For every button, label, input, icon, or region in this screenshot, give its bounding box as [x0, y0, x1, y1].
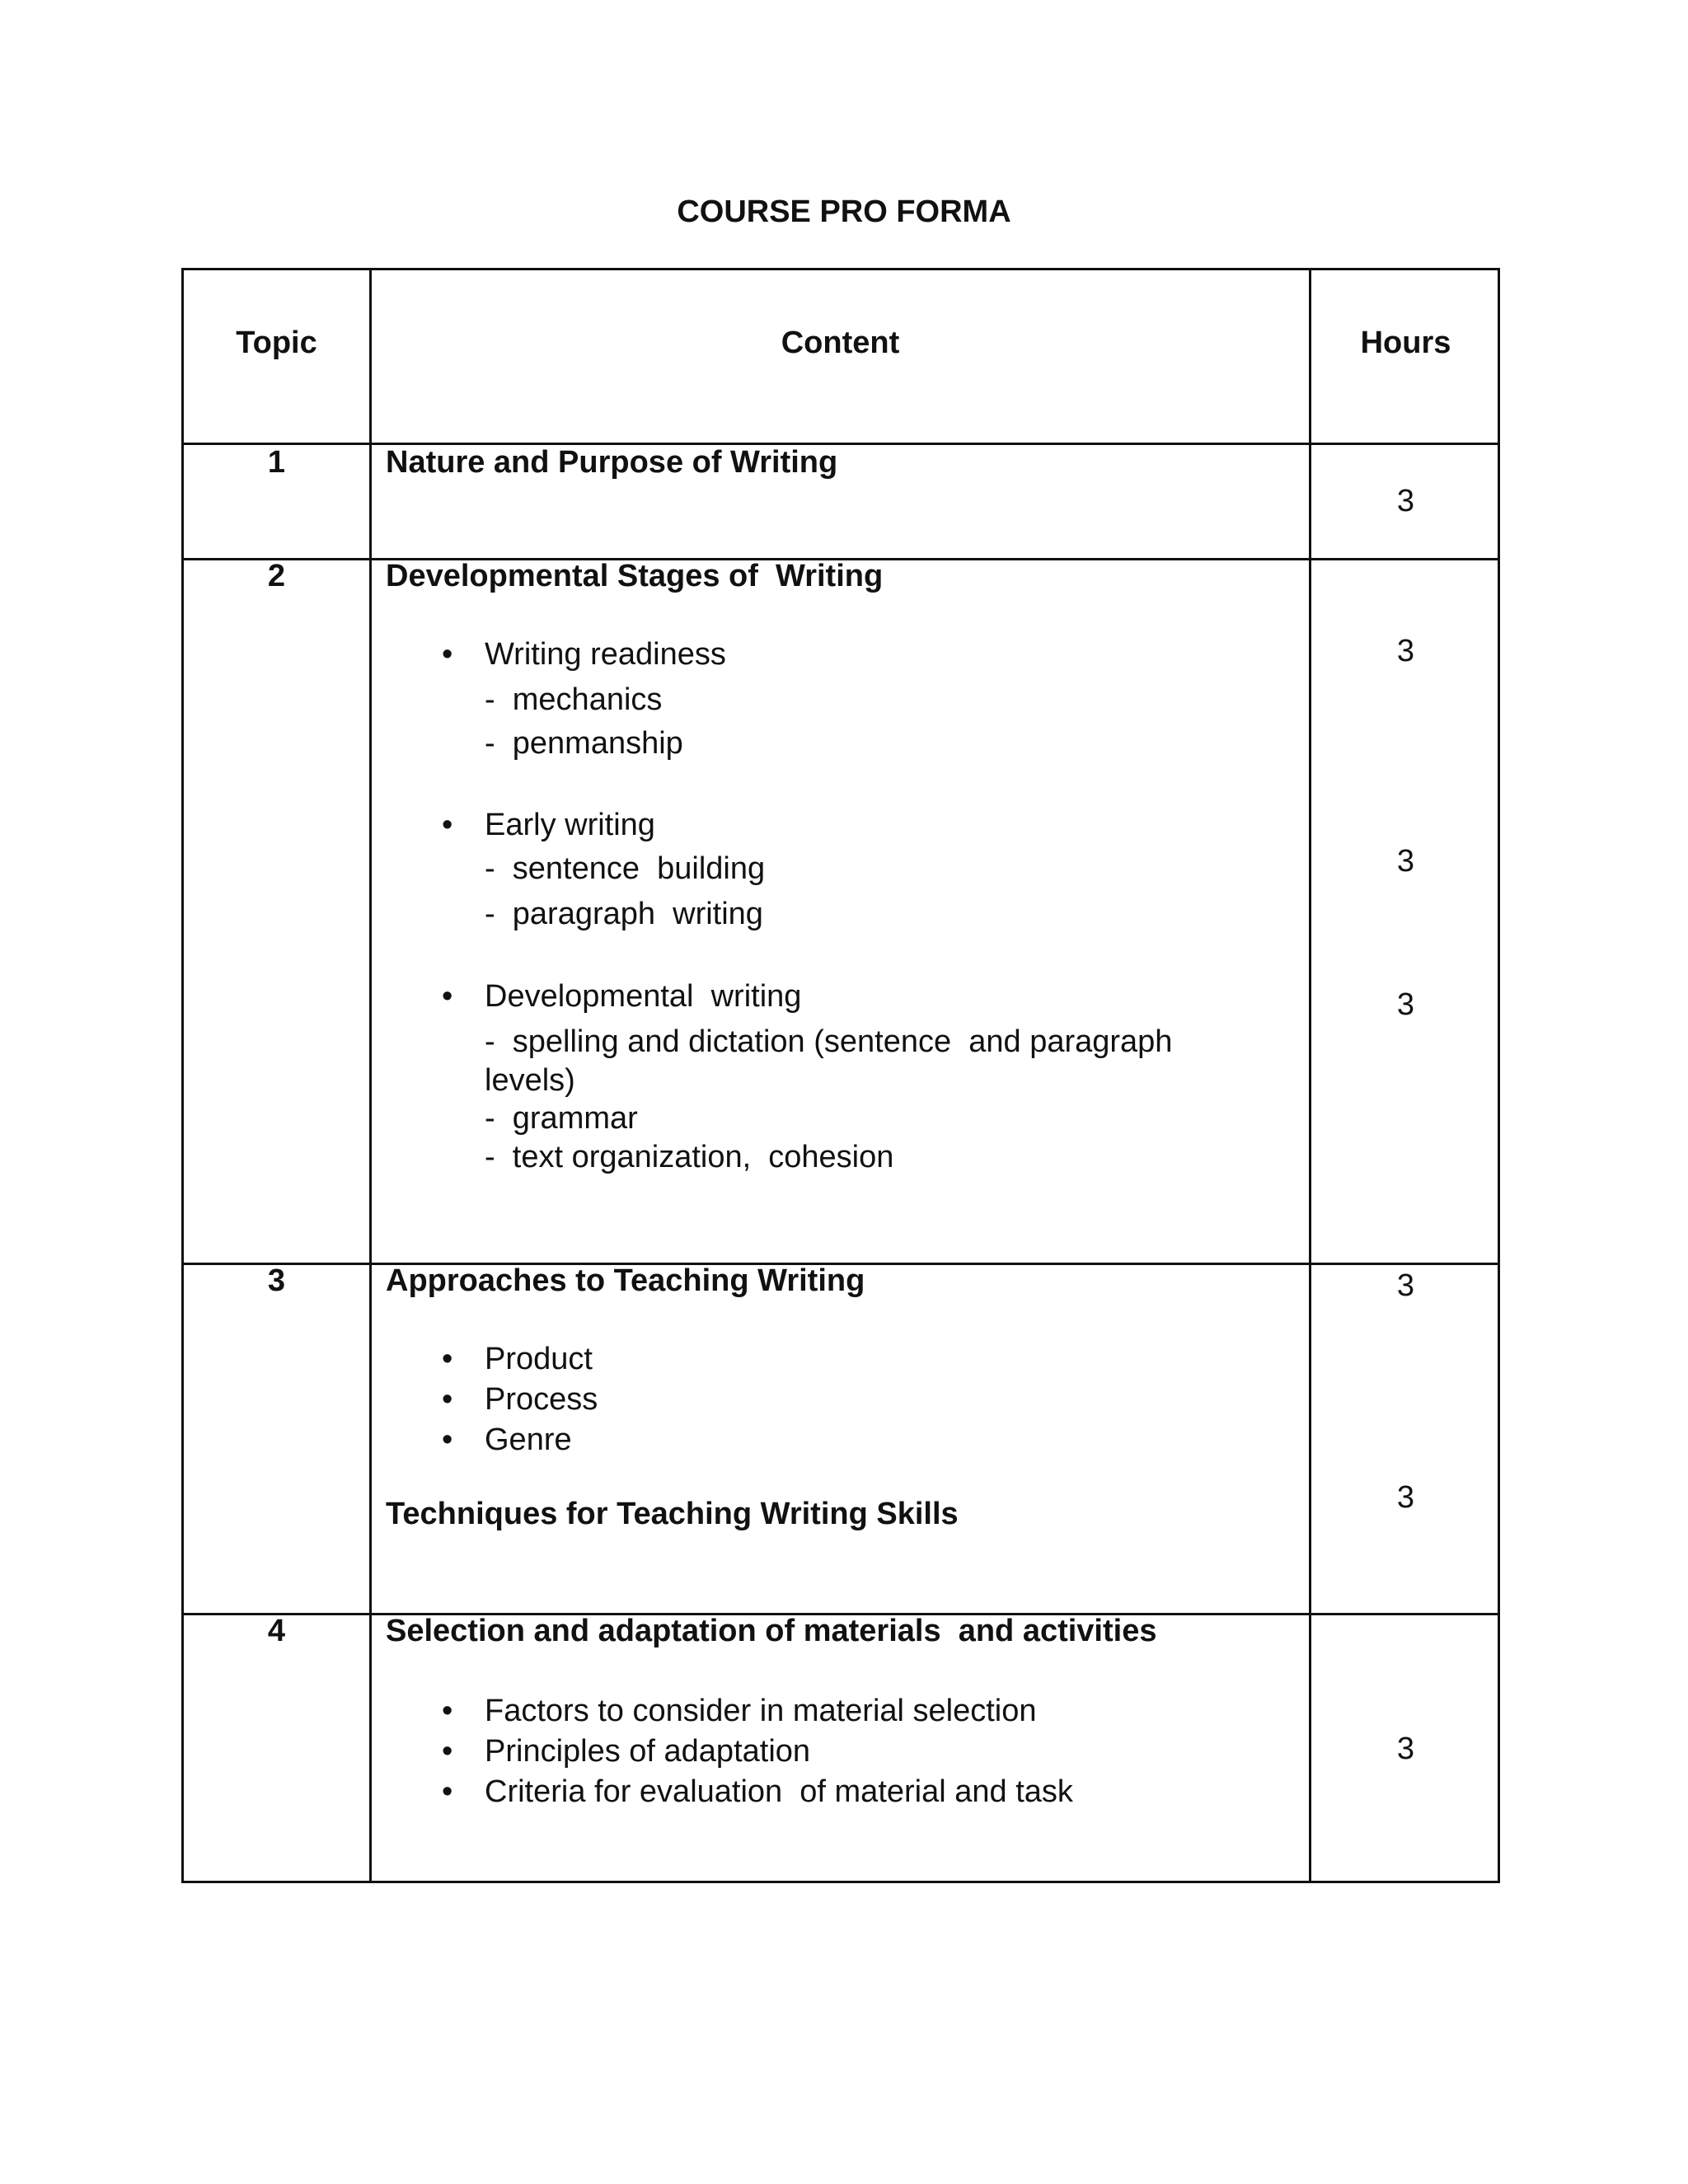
sub-item: levels) — [485, 1063, 575, 1098]
bullet-text: Writing readiness — [485, 637, 726, 672]
hours-value: 3 — [1396, 484, 1415, 518]
sub-item: - paragraph writing — [485, 897, 763, 931]
bullet-text: Process — [485, 1382, 598, 1417]
page-title: COURSE PRO FORMA — [677, 194, 1011, 229]
course-table — [181, 268, 1500, 1883]
bullet-icon: • — [442, 808, 453, 842]
content-heading: Developmental Stages of Writing — [386, 559, 884, 593]
hours-value: 3 — [1396, 987, 1415, 1022]
content-heading: Nature and Purpose of Writing — [386, 445, 838, 480]
sub-item: - mechanics — [485, 682, 663, 717]
sub-item: - text organization, cohesion — [485, 1140, 894, 1174]
hours-value: 3 — [1396, 1732, 1415, 1766]
bullet-icon: • — [442, 637, 453, 672]
bullet-text: Criteria for evaluation of material and task — [485, 1774, 1073, 1809]
sub-item: - penmanship — [485, 726, 683, 761]
topic-number: 2 — [267, 559, 286, 593]
topic-number: 1 — [267, 445, 286, 480]
content-cell — [386, 1611, 1292, 1875]
bullet-icon: • — [442, 1694, 453, 1728]
sub-item: - sentence building — [485, 851, 766, 886]
content-cell — [386, 1261, 1292, 1607]
hours-value: 3 — [1396, 1480, 1415, 1515]
header-content: Content — [781, 326, 900, 360]
content-heading: Approaches to Teaching Writing — [386, 1263, 865, 1298]
bullet-icon: • — [442, 1774, 453, 1809]
bullet-text: Genre — [485, 1422, 572, 1457]
hours-value: 3 — [1396, 1268, 1415, 1303]
bullet-icon: • — [442, 1422, 453, 1457]
bullet-text: Factors to consider in material selection — [485, 1694, 1037, 1728]
bullet-icon: • — [442, 1342, 453, 1376]
header-topic: Topic — [236, 326, 317, 360]
bullet-icon: • — [442, 1382, 453, 1417]
bullet-text: Principles of adaptation — [485, 1734, 811, 1769]
bullet-icon: • — [442, 979, 453, 1014]
bullet-text: Early writing — [485, 808, 655, 842]
hours-value: 3 — [1396, 844, 1415, 879]
content-heading: Selection and adaptation of materials and activities — [386, 1614, 1157, 1648]
bullet-icon: • — [442, 1734, 453, 1769]
header-hours: Hours — [1360, 326, 1451, 360]
content-cell — [386, 556, 1292, 1257]
row-divider — [184, 443, 1498, 445]
sub-item: - grammar — [485, 1101, 638, 1136]
column-divider — [369, 270, 372, 1881]
bullet-text: Developmental writing — [485, 979, 802, 1014]
topic-number: 4 — [267, 1614, 286, 1648]
hours-value: 3 — [1396, 634, 1415, 668]
bullet-text: Product — [485, 1342, 593, 1376]
content-subheading: Techniques for Teaching Writing Skills — [386, 1497, 959, 1531]
sub-item: - spelling and dictation (sentence and paragraph — [485, 1024, 1173, 1059]
topic-number: 3 — [267, 1263, 286, 1298]
